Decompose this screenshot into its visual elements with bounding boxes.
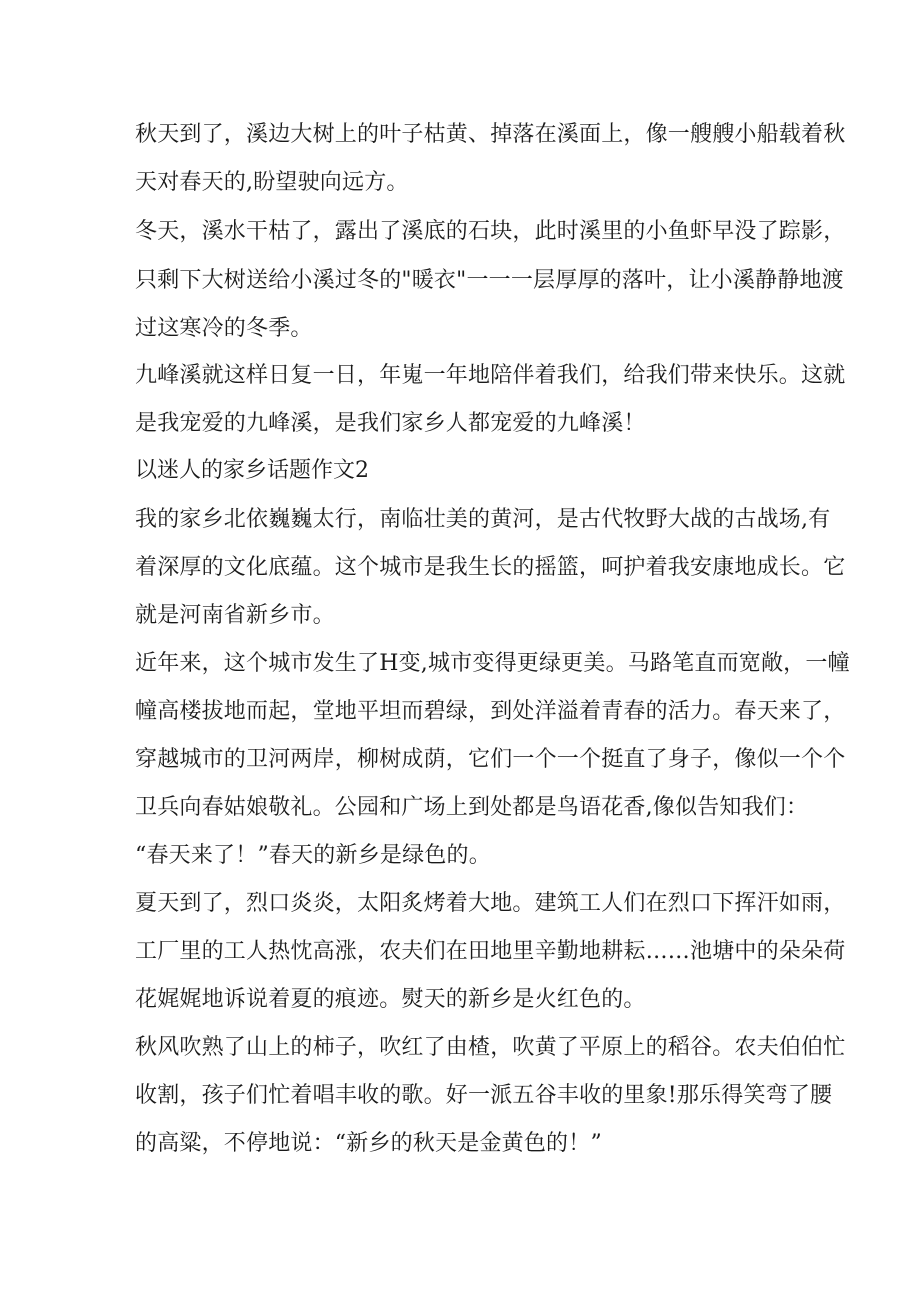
text-line: 卫兵向春姑娘敬礼。公园和广场上到处都是鸟语花香,像似告知我们： [135,795,809,820]
text-line: 近年来，这个城市发生了H变,城市变得更绿更美。马路笔直而宽敞，一幢 [135,651,850,676]
text-line: 幢高楼拔地而起，堂地平坦而碧绿，到处洋溢着青春的活力。春天来了， [135,699,846,724]
text-line: 冬天，溪水干枯了，露出了溪底的石块，此时溪里的小鱼虾早没了踪影， [135,219,846,244]
text-line: 天对春天的,盼望驶向远方。 [135,170,409,195]
text-line: 过这寒冷的冬季。 [135,316,313,341]
text-line: 秋风吹熟了山上的柿子，吹红了由楂，吹黄了平原上的稻谷。农夫伯伯忙 [135,1035,846,1060]
text-line: 的高粱，不停地说：“新乡的秋天是金黄色的！” [135,1131,602,1156]
text-line: 穿越城市的卫河两岸，柳树成荫，它们一个一个挺直了身子，像似一个个 [135,747,846,772]
text-line: 花娓娓地诉说着夏的痕迹。熨天的新乡是火红色的。 [135,987,646,1012]
text-line: “春天来了！”春天的新乡是绿色的。 [135,843,491,868]
text-line: 工厂里的工人热忱高涨，农夫们在田地里辛勤地耕耘……池塘中的朵朵荷 [135,939,846,964]
text-line: 夏天到了，烈口炎炎，太阳炙烤着大地。建筑工人们在烈口下挥汗如雨， [135,891,846,916]
text-line: 着深厚的文化底蕴。这个城市是我生长的摇篮，呵护着我安康地成长。它 [135,555,846,580]
text-line: 收割，孩子们忙着唱丰收的歌。好一派五谷丰收的里象!那乐得笑弯了腰 [135,1083,833,1108]
section-heading: 以迷人的家乡话题作文2 [135,458,369,483]
text-line: 秋天到了，溪边大树上的叶子枯黄、掉落在溪面上，像一艘艘小船载着秋 [135,122,846,147]
text-line: 就是河南省新乡市。 [135,603,335,628]
text-line: 九峰溪就这样日复一日，年嵬一年地陪伴着我们，给我们带来快乐。这就 [135,363,846,388]
text-line: 是我宠爱的九峰溪，是我们家乡人都宠爱的九峰溪！ [135,411,646,436]
text-line: 我的家乡北依巍巍太行，南临壮美的黄河，是古代牧野大战的古战场,有 [135,507,831,532]
text-line: 只剩下大树送给小溪过冬的"暖衣"一一一层厚厚的落叶，让小溪静静地渡 [135,268,844,293]
